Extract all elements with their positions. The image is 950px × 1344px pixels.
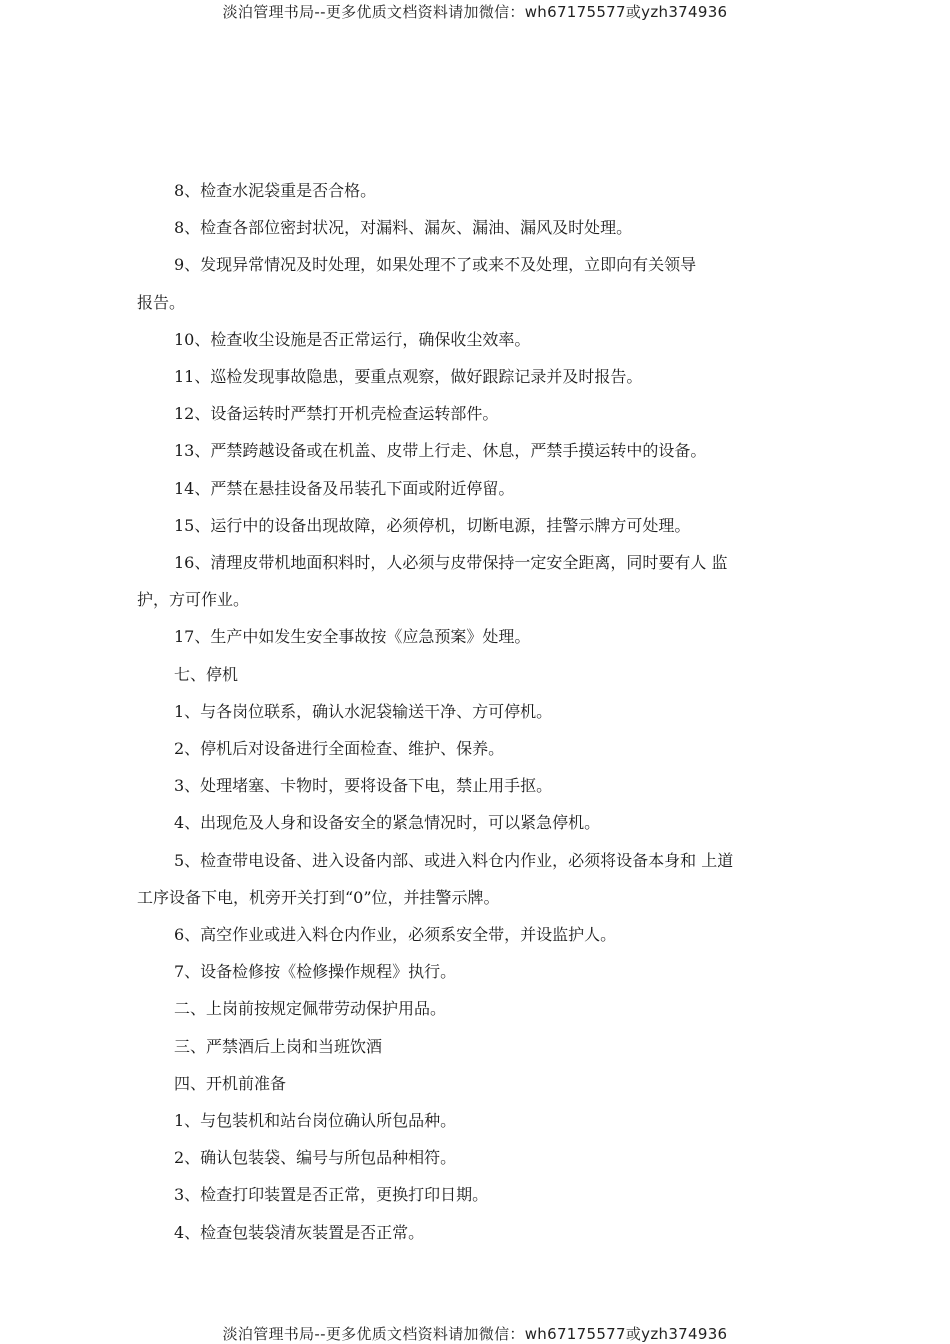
paragraph-continuation: 报告。 (137, 292, 186, 312)
paragraph: 14、严禁在悬挂设备及吊装孔下面或附近停留。 (174, 478, 515, 498)
paragraph: 8、检查各部位密封状况，对漏料、漏灰、漏油、漏风及时处理。 (174, 218, 633, 238)
section-heading: 四、开机前准备 (174, 1073, 287, 1093)
paragraph-continuation: 护，方可作业。 (137, 590, 250, 610)
paragraph: 4、检查包装袋清灰装置是否正常。 (174, 1222, 425, 1242)
paragraph: 16、清理皮带机地面积料时，人必须与皮带保持一定安全距离，同时要有人 监 (174, 553, 728, 573)
section-heading: 三、严禁酒后上岗和当班饮酒 (174, 1036, 383, 1056)
paragraph: 4、出现危及人身和设备安全的紧急情况时，可以紧急停机。 (174, 813, 601, 833)
section-heading: 二、上岗前按规定佩带劳动保护用品。 (174, 999, 447, 1019)
paragraph: 3、检查打印装置是否正常，更换打印日期。 (174, 1185, 489, 1205)
paragraph: 17、生产中如发生安全事故按《应急预案》处理。 (174, 627, 531, 647)
paragraph: 8、检查水泥袋重是否合格。 (174, 181, 377, 200)
paragraph: 5、检查带电设备、进入设备内部、或进入料仓内作业，必须将设备本身和 上道 (174, 850, 734, 870)
document-body (137, 172, 797, 1251)
paragraph: 12、设备运转时严禁打开机壳检查运转部件。 (174, 404, 499, 424)
paragraph: 10、检查收尘设施是否正常运行，确保收尘效率。 (174, 329, 531, 349)
paragraph: 15、运行中的设备出现故障，必须停机，切断电源，挂警示牌方可处理。 (174, 515, 691, 535)
paragraph: 1、与各岗位联系，确认水泥袋输送干净、方可停机。 (174, 701, 553, 721)
header-banner: 淡泊管理书局--更多优质文档资料请加微信：wh67175577或yzh374936 (222, 3, 728, 21)
paragraph: 11、巡检发现事故隐患，要重点观察，做好跟踪记录并及时报告。 (174, 367, 643, 387)
paragraph: 13、严禁跨越设备或在机盖、皮带上行走、休息，严禁手摸运转中的设备。 (174, 441, 707, 461)
footer-banner: 淡泊管理书局--更多优质文档资料请加微信：wh67175577或yzh374936 (222, 1325, 728, 1343)
paragraph-continuation: 工序设备下电，机旁开关打到“0”位，并挂警示牌。 (137, 887, 500, 907)
paragraph: 2、停机后对设备进行全面检查、维护、保养。 (174, 739, 505, 759)
paragraph: 2、确认包装袋、编号与所包品种相符。 (174, 1148, 457, 1168)
paragraph: 7、设备检修按《检修操作规程》执行。 (174, 962, 457, 982)
paragraph: 6、高空作业或进入料仓内作业，必须系安全带，并设监护人。 (174, 925, 617, 945)
paragraph: 9、发现异常情况及时处理，如果处理不了或来不及处理，立即向有关领导 (174, 255, 697, 275)
section-heading: 七、停机 (174, 664, 239, 684)
paragraph: 3、处理堵塞、卡物时，要将设备下电，禁止用手抠。 (174, 776, 553, 796)
paragraph: 1、与包装机和站台岗位确认所包品种。 (174, 1111, 457, 1131)
